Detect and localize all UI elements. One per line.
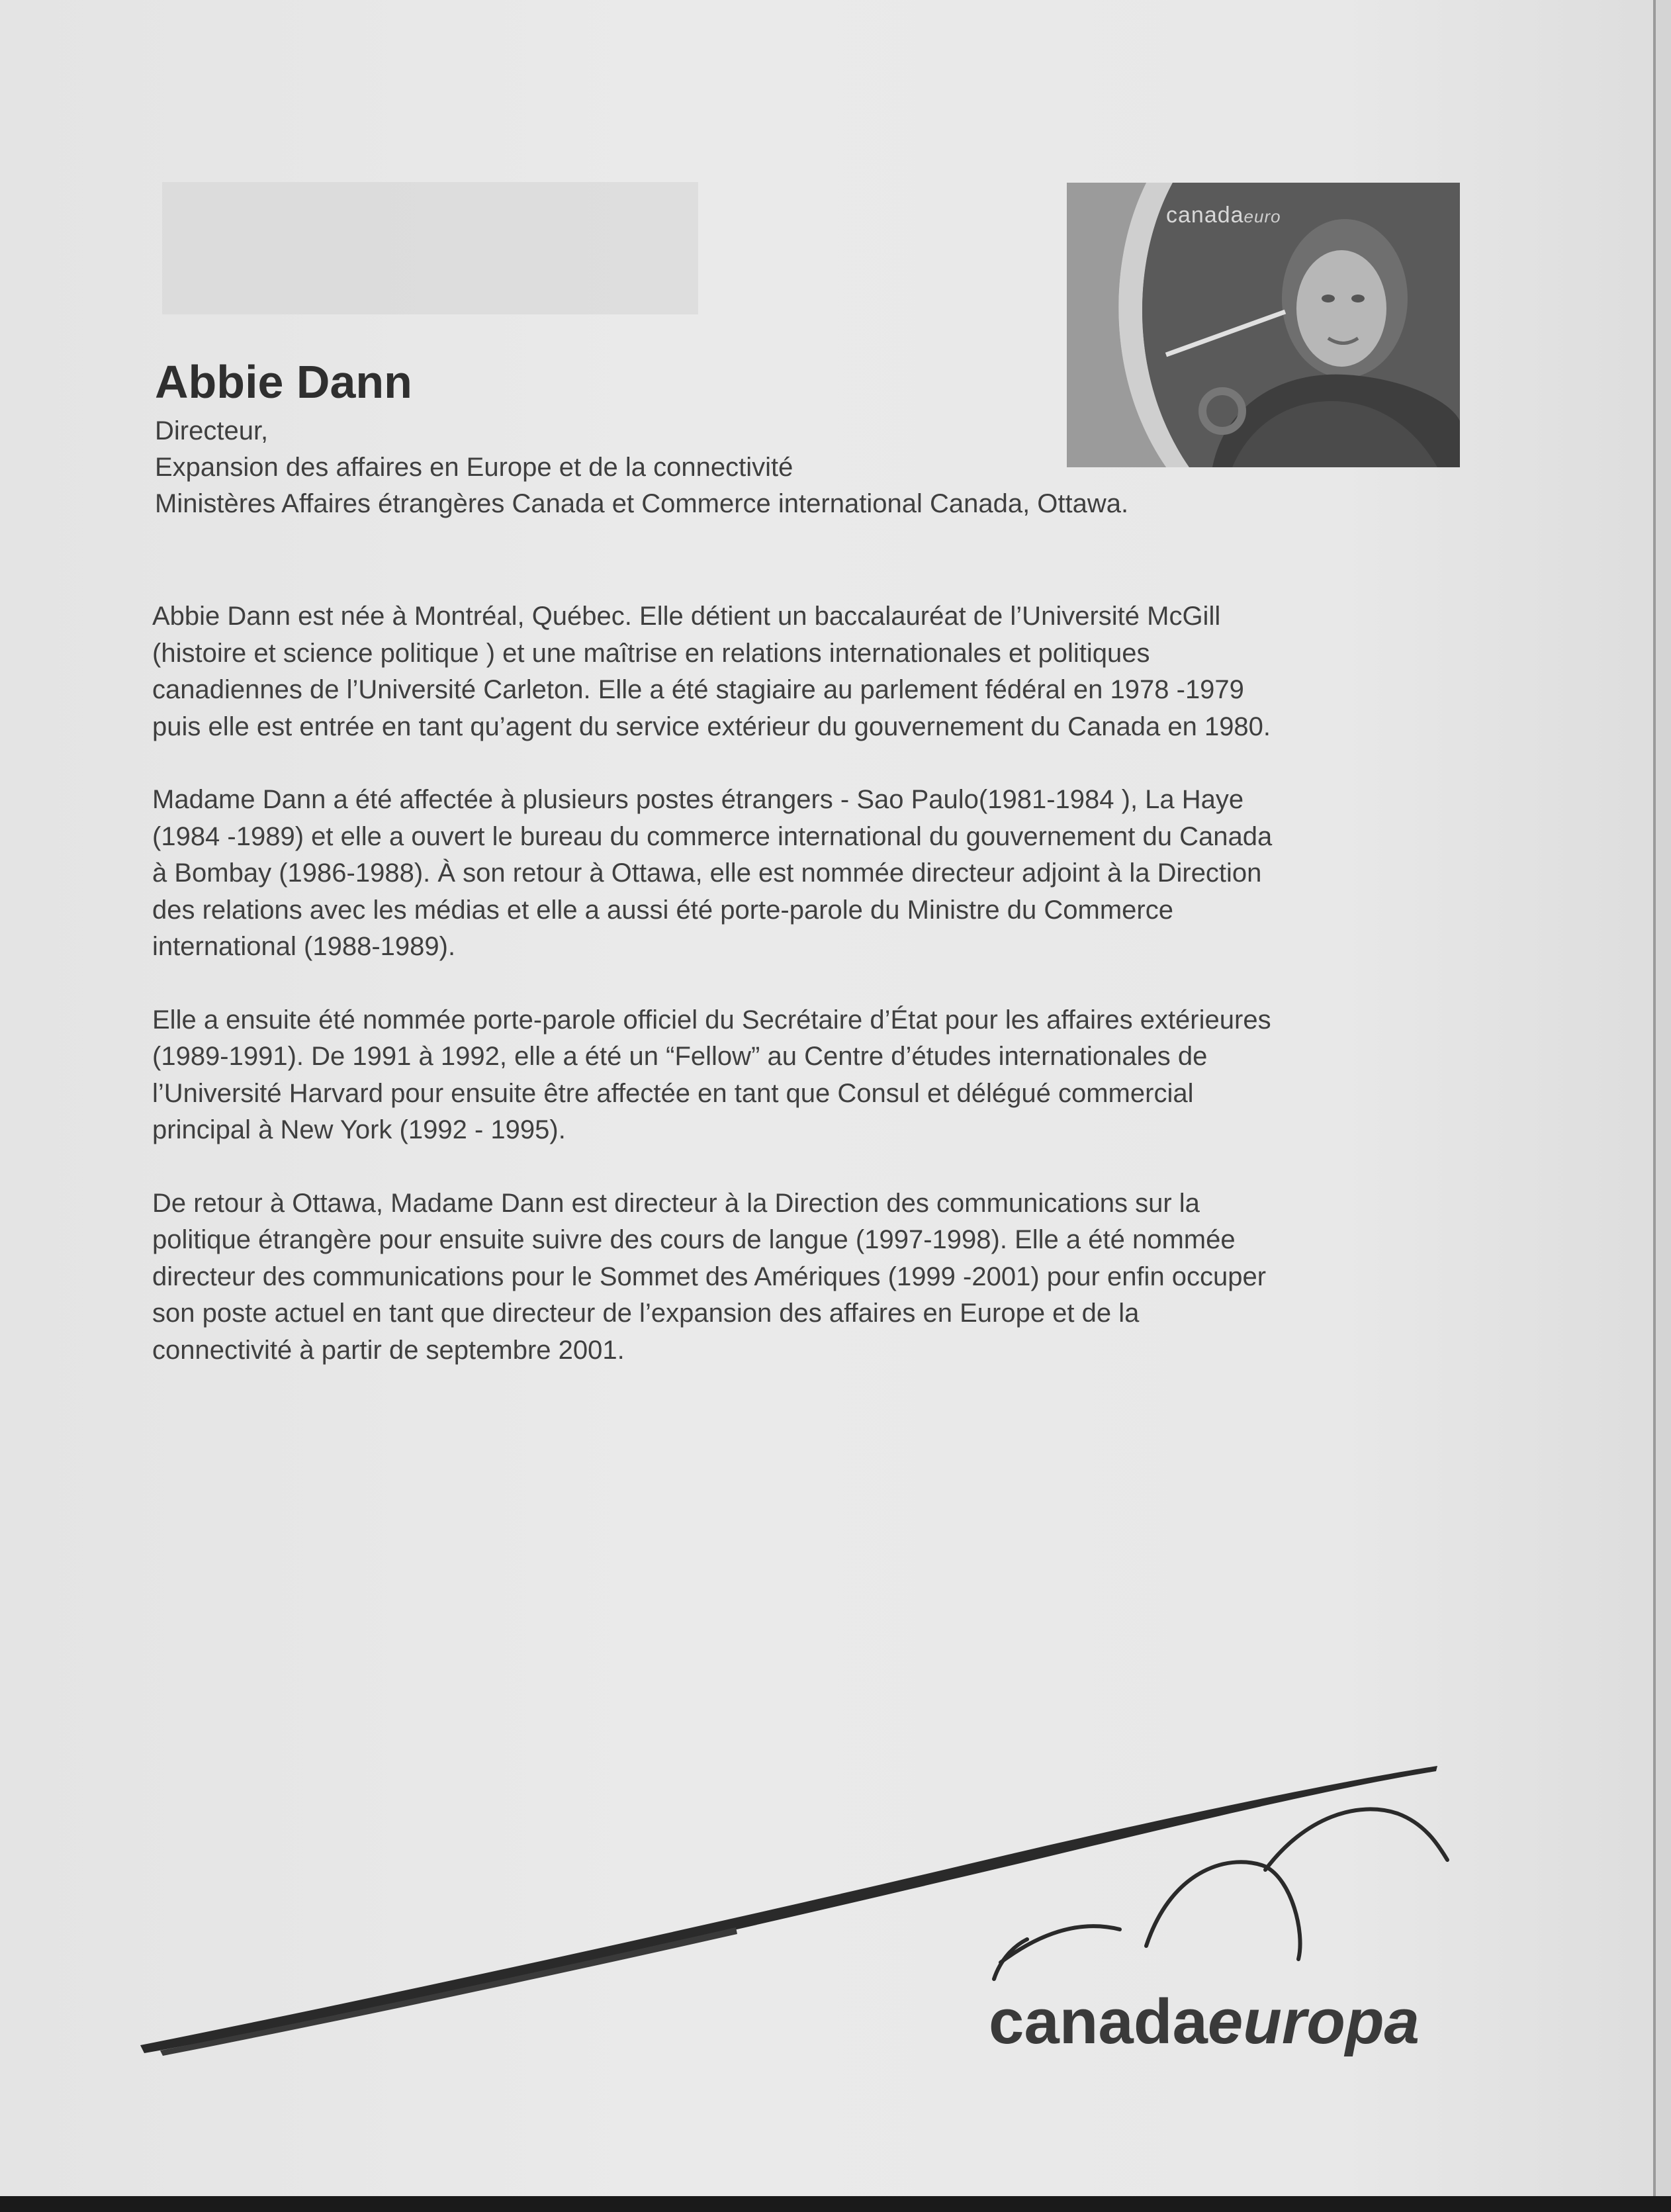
bio-line: international (1988-1989).	[152, 932, 456, 961]
bio-line: à Bombay (1986-1988). À son retour à Ottawa, elle est nommée directeur adjoint à la Direction	[152, 858, 1262, 888]
photo-logo-text	[1166, 203, 1281, 228]
brand-wordmark	[989, 1986, 1420, 2058]
bio-line: Elle a ensuite été nommée porte-parole officiel du Secrétaire d’État pour les affaires extérieures	[152, 1005, 1271, 1035]
bio-line: son poste actuel en tant que directeur de l’expansion des affaires en Europe et de la	[152, 1299, 1140, 1328]
bio-line: connectivité à partir de septembre 2001.	[152, 1335, 625, 1365]
bio-line: principal à New York (1992 - 1995).	[152, 1115, 566, 1144]
bio-line: Madame Dann a été affectée à plusieurs postes étrangers - Sao Paulo(1981-1984 ), La Haye	[152, 785, 1244, 814]
page-edge	[1656, 0, 1671, 2212]
bio-line: Abbie Dann est née à Montréal, Québec. Elle détient un baccalauréat de l’Université McGill	[152, 602, 1221, 631]
bio-line: politique étrangère pour ensuite suivre des cours de langue (1997-1998). Elle a été nommée	[152, 1225, 1236, 1254]
show-through-shadow	[162, 182, 698, 314]
photo-logo-accent: euro	[1243, 207, 1281, 226]
bio-paragraph-4	[152, 1185, 1502, 1369]
bio-paragraph-3	[152, 1002, 1502, 1149]
scan-bottom-edge	[0, 2196, 1671, 2212]
bio-line: des relations avec les médias et elle a aussi été porte-parole du Ministre du Commerce	[152, 895, 1173, 925]
bio-line: canadiennes de l’Université Carleton. Elle a été stagiaire au parlement fédéral en 1978 -1979	[152, 675, 1244, 704]
title-line-ministry: Ministères Affaires étrangères Canada et Commerce international Canada, Ottawa.	[155, 489, 1129, 518]
bio-line: l’Université Harvard pour ensuite être affectée en tant que Consul et délégué commercial	[152, 1078, 1194, 1108]
person-titles	[155, 413, 1128, 522]
biography	[152, 598, 1502, 1405]
person-name: Abbie Dann	[155, 356, 412, 408]
bio-paragraph-1	[152, 598, 1502, 745]
bio-line: (1984 -1989) et elle a ouvert le bureau du commerce international du gouvernement du Canada	[152, 821, 1273, 851]
brand-wordmark-europa: europa	[1207, 1986, 1420, 2057]
title-line-division: Expansion des affaires en Europe et de la connectivité	[155, 453, 793, 482]
photo-logo-main: canada	[1166, 203, 1244, 228]
bio-line: De retour à Ottawa, Madame Dann est directeur à la Direction des communications sur la	[152, 1188, 1200, 1218]
bio-line: puis elle est entrée en tant qu’agent du service extérieur du gouvernement du Canada en 1980.	[152, 712, 1271, 741]
bio-paragraph-2	[152, 782, 1502, 966]
bio-line: (histoire et science politique ) et une maîtrise en relations internationales et politiques	[152, 638, 1150, 668]
bio-line: directeur des communications pour le Sommet des Amériques (1999 -2001) pour enfin occuper	[152, 1262, 1267, 1291]
title-line-role: Directeur,	[155, 416, 269, 445]
brand-wordmark-canada: canada	[989, 1986, 1208, 2057]
bio-line: (1989-1991). De 1991 à 1992, elle a été un “Fellow” au Centre d’études internationales de	[152, 1042, 1208, 1071]
